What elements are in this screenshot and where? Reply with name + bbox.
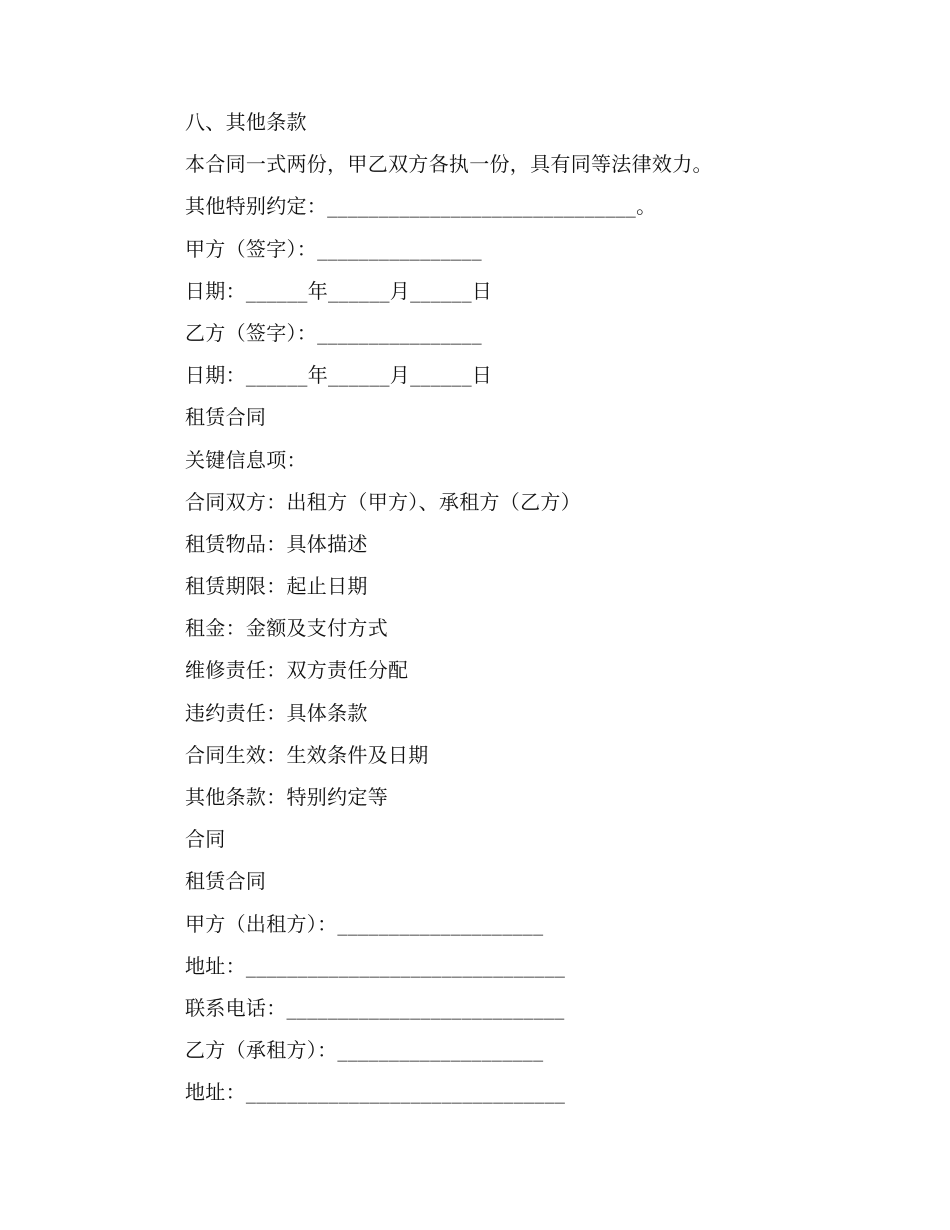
lessee-name-field: 乙方（承租方）：____________________ [185, 1038, 544, 1063]
lessor-phone-field: 联系电话：___________________________ [185, 995, 565, 1020]
key-info-maintenance: 维修责任：双方责任分配 [185, 658, 409, 683]
lease-contract-heading: 租赁合同 [185, 869, 267, 894]
key-info-lease-term: 租赁期限：起止日期 [185, 574, 368, 599]
key-info-rent: 租金：金额及支付方式 [185, 616, 388, 641]
lessor-name-field: 甲方（出租方）：____________________ [185, 911, 544, 936]
party-b-date-field: 日期：______年______月______日 [185, 363, 493, 388]
contract-heading: 合同 [185, 827, 226, 852]
special-agreement-field: 其他特别约定：______________________________。 [185, 194, 657, 219]
lessor-address-field: 地址：_______________________________ [185, 953, 566, 978]
document-body [185, 101, 905, 1114]
key-info-other-terms: 其他条款：特别约定等 [185, 785, 388, 809]
key-info-breach: 违约责任：具体条款 [185, 700, 368, 725]
key-info-effectiveness: 合同生效：生效条件及日期 [185, 742, 429, 767]
section-heading-other-terms: 八、其他条款 [185, 110, 307, 134]
copies-clause: 本合同一式两份，甲乙双方各执一份，具有同等法律效力。 [185, 152, 713, 177]
lease-contract-title: 租赁合同 [185, 405, 267, 430]
lessee-address-field: 地址：_______________________________ [185, 1080, 566, 1105]
key-info-parties: 合同双方：出租方（甲方）、承租方（乙方） [185, 489, 581, 514]
party-a-date-field: 日期：______年______月______日 [185, 278, 493, 303]
party-b-signature-field: 乙方（签字）：________________ [185, 320, 482, 345]
key-info-heading: 关键信息项： [185, 447, 307, 472]
party-a-signature-field: 甲方（签字）：________________ [185, 236, 482, 261]
key-info-leased-item: 租赁物品：具体描述 [185, 531, 368, 556]
